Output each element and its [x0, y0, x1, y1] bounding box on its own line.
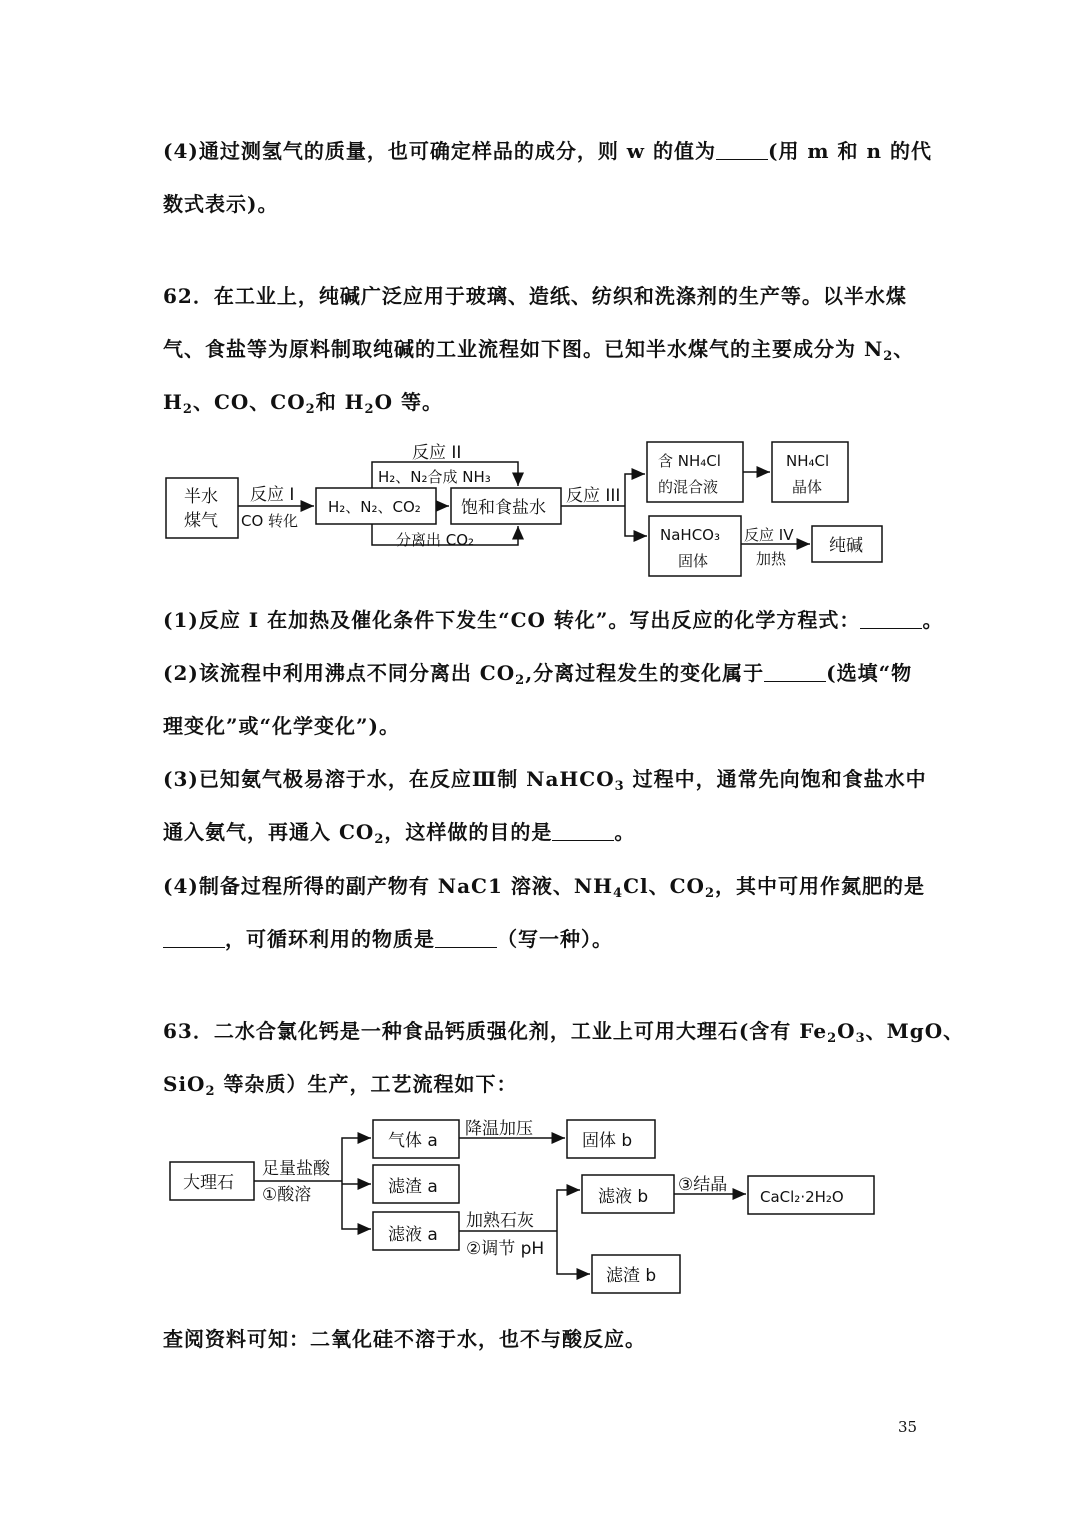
box-nahco3-label2: 固体 — [678, 552, 709, 570]
q62-q4: (4)制备过程所得的副产物有 NaC1 溶液、$NH_4Cl$、$CO_2$，其中可用作氮肥的是 — [163, 874, 925, 901]
box-brine-label: 饱和食盐水 — [461, 498, 546, 518]
box-product — [748, 1176, 874, 1214]
arrow1-label1: 足量盐酸 — [262, 1159, 330, 1179]
box-brine — [451, 488, 561, 524]
answer-blank[interactable] — [764, 663, 826, 682]
answer-blank[interactable] — [552, 822, 614, 841]
box-marble — [170, 1162, 254, 1200]
box-solid-b-label: 固体 b — [582, 1131, 633, 1151]
box-gases — [316, 488, 436, 524]
arrow2-label1: 加熟石灰 — [466, 1211, 534, 1231]
page-number: 35 — [898, 1418, 918, 1436]
box-residue-b — [592, 1255, 680, 1293]
q62-intro-line1: 62．在工业上，纯碱广泛应用于玻璃、造纸、纺织和洗涤剂的生产等。以半水煤 — [163, 284, 907, 308]
arrow-r1-label1: 反应 I — [250, 485, 295, 505]
box-gas-a — [373, 1120, 459, 1158]
q61-part4-line2: 数式表示)。 — [163, 192, 279, 216]
box-filtrate-b-label: 滤液 b — [598, 1187, 649, 1207]
box-soda-label: 纯碱 — [829, 536, 863, 556]
q62-q1: (1)反应 I 在加热及催化条件下发生“CO 转化”。写出反应的化学方程式： 。 — [163, 608, 944, 632]
box-nahco3-label1: NaHCO₃ — [660, 526, 720, 544]
arrow-r4-label2: 加热 — [756, 550, 787, 568]
box-crystal-label1: NH₄Cl — [786, 452, 830, 470]
q62-q4-line2: ，可循环利用的物质是 （写一种）。 — [163, 923, 613, 952]
box-residue-b-label: 滤渣 b — [606, 1266, 657, 1286]
box-crystal — [772, 442, 848, 502]
q62-intro-line3: $H_2$、CO、$CO_2$和 $H_2O$ 等。 — [163, 390, 443, 417]
q63-note: 查阅资料可知：二氧化硅不溶于水，也不与酸反应。 — [163, 1327, 646, 1351]
arrow-cool-label: 降温加压 — [465, 1119, 533, 1139]
box-residue-a — [373, 1165, 459, 1203]
bottom-label: 分离出 CO₂ — [396, 531, 475, 549]
box-banshui — [166, 478, 238, 538]
box-residue-a-label: 滤渣 a — [388, 1177, 438, 1197]
q62-intro-line2: 气、食盐等为原料制取纯碱的工业流程如下图。已知半水煤气的主要成分为 $N_2$、 — [163, 337, 915, 364]
arrow3-label: ③结晶 — [678, 1175, 728, 1195]
answer-blank[interactable] — [860, 610, 922, 629]
box-mix-label2: 的混合液 — [658, 478, 719, 496]
box-product-label: CaCl₂·2H₂O — [760, 1188, 844, 1206]
q62-q2-line2: 理变化”或“化学变化”)。 — [163, 714, 400, 738]
arrow1-label2: ①酸溶 — [262, 1185, 312, 1205]
box-filtrate-b — [582, 1175, 674, 1213]
answer-blank[interactable] — [716, 141, 768, 160]
box-filtrate-a-label: 滤液 a — [388, 1225, 438, 1245]
top-label2: H₂、N₂合成 NH₃ — [378, 468, 491, 486]
arrow-r3-label: 反应 III — [566, 486, 621, 506]
box-nahco3 — [649, 516, 741, 576]
box-crystal-label2: 晶体 — [792, 478, 823, 496]
arrow-r4-label1: 反应 IV — [744, 526, 794, 544]
q62-q3-line2: 通入氨气，再通入 $CO_2$，这样做的目的是 。 — [163, 820, 636, 847]
box-gas-a-label: 气体 a — [388, 1131, 438, 1151]
box-soda — [812, 526, 882, 562]
box-gases-label: H₂、N₂、CO₂ — [328, 498, 421, 516]
q62-q3: (3)已知氨气极易溶于水，在反应Ⅲ制 NaHCO$_3$ 过程中，通常先向饱和食盐水中 — [163, 767, 927, 794]
box-marble-label: 大理石 — [183, 1173, 234, 1193]
box-solid-b — [567, 1120, 655, 1158]
q63-intro-line2: SiO$_2$ 等杂质）生产，工艺流程如下： — [163, 1072, 518, 1099]
box-banshui-label2: 煤气 — [184, 511, 218, 531]
answer-blank[interactable] — [163, 929, 225, 948]
q61-part4-line1: (4)通过测氢气的质量，也可确定样品的成分，则 w 的值为 (用 m 和 n 的代 — [163, 139, 933, 163]
box-mix — [647, 442, 743, 502]
box-filtrate-a — [373, 1212, 459, 1250]
q63-intro-line1: 63．二水合氯化钙是一种食品钙质强化剂，工业上可用大理石(含有 $Fe_2O_3$、MgO、 — [163, 1019, 965, 1046]
answer-blank[interactable] — [435, 929, 497, 948]
arrow-r1-label2: CO 转化 — [241, 512, 299, 530]
box-mix-label1: 含 NH₄Cl — [658, 452, 721, 470]
arrow2-label2: ②调节 pH — [466, 1239, 545, 1259]
box-banshui-label1: 半水 — [184, 487, 218, 507]
q62-q2: (2)该流程中利用沸点不同分离出 $CO_2$,分离过程发生的变化属于 (选填“物 — [163, 661, 913, 688]
top-label1: 反应 II — [412, 443, 462, 463]
